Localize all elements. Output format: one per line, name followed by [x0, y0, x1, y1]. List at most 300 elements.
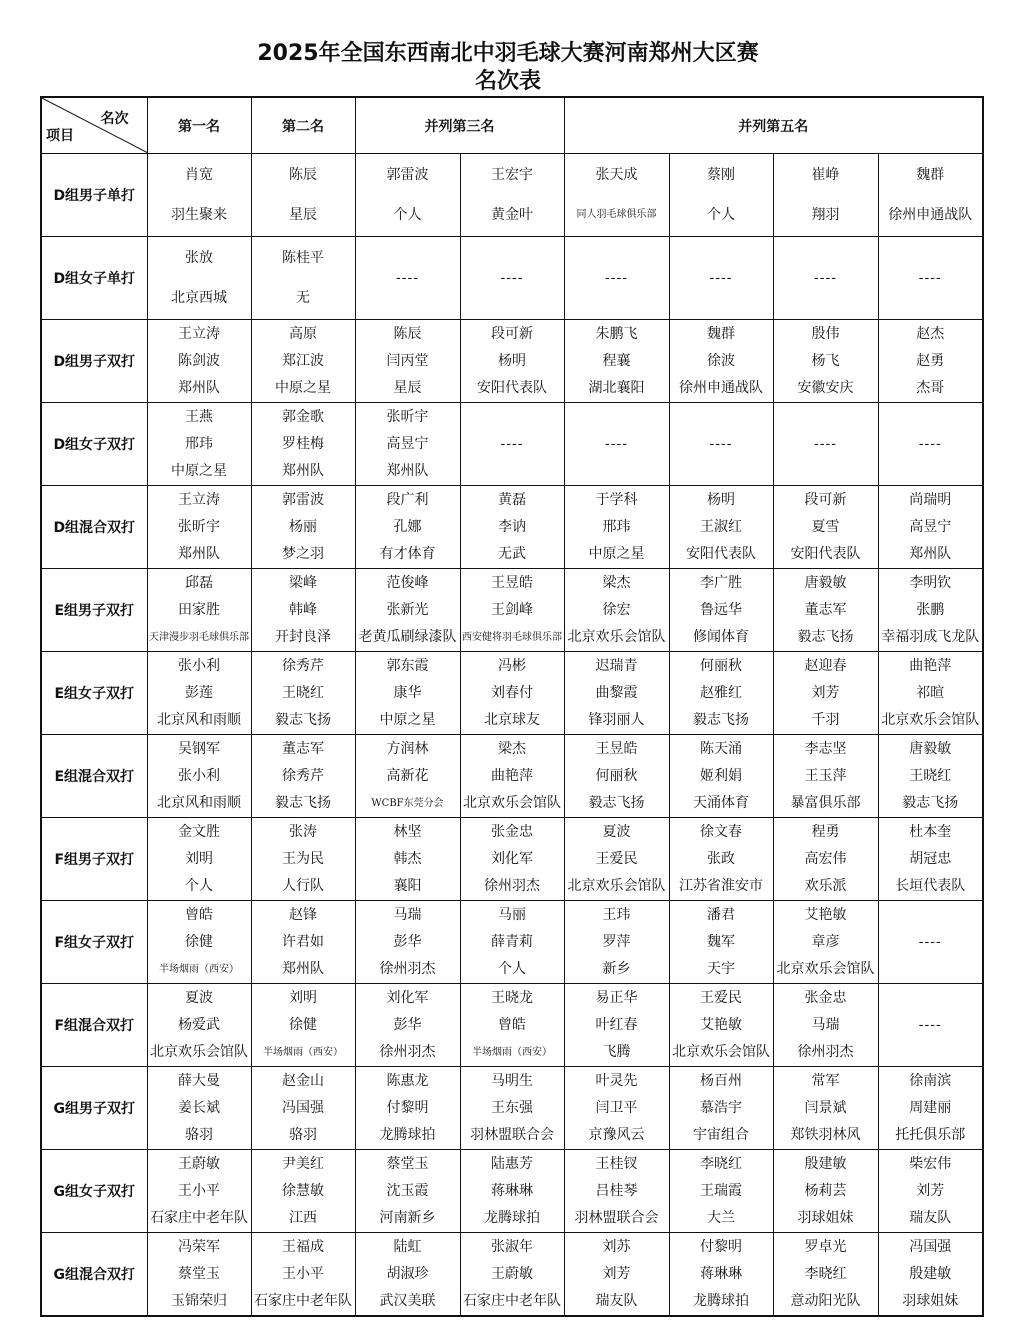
- team-name: 石家庄中老年队: [463, 1292, 561, 1309]
- team-name: 托托俱乐部: [895, 1126, 966, 1143]
- player-name: 冯彬: [498, 657, 526, 674]
- player-name: 唐毅敏: [909, 740, 952, 757]
- result-cell: [460, 984, 564, 1067]
- result-cell: [669, 1067, 773, 1150]
- result-cell: [460, 1067, 564, 1150]
- player-name: 陆虹: [393, 1238, 422, 1255]
- player-name: 冯国强: [282, 1099, 324, 1116]
- team-name: 徐州羽杰: [379, 960, 436, 977]
- team-name: 个人: [707, 207, 735, 223]
- team-name: 骆羽: [289, 1126, 317, 1143]
- player-name: 蔡堂玉: [386, 1155, 429, 1172]
- player-name: 段可新: [804, 491, 847, 508]
- player-name: 王东强: [491, 1099, 533, 1116]
- team-name: WCBF东莞分会: [371, 797, 444, 809]
- player-name: 王剑峰: [491, 601, 533, 618]
- event-name: D组女子单打: [41, 237, 147, 320]
- player-name: 徐慧敏: [282, 1182, 324, 1199]
- player-name: 殷建敏: [804, 1155, 847, 1172]
- player-name: 郑江波: [282, 352, 324, 369]
- player-name: 曾皓: [498, 1016, 526, 1033]
- team-name: 梦之羽: [282, 545, 324, 562]
- result-cell: [147, 901, 251, 984]
- player-name: 陈桂平: [282, 250, 324, 266]
- result-cell: [460, 154, 564, 237]
- event-name: G组女子双打: [41, 1150, 147, 1233]
- result-cell: [147, 569, 251, 652]
- result-cell: [564, 403, 669, 486]
- result-cell: [878, 1067, 983, 1150]
- player-name: 王宏宇: [491, 167, 533, 183]
- player-name: 付黎明: [700, 1238, 742, 1255]
- player-name: 陈辰: [289, 167, 317, 183]
- result-cell: [355, 320, 460, 403]
- ranking-table: [40, 96, 984, 1317]
- result-cell: [773, 569, 878, 652]
- table-row: [41, 320, 983, 403]
- result-cell: [773, 901, 878, 984]
- result-cell: [460, 320, 564, 403]
- team-name: 杰哥: [916, 379, 945, 396]
- result-cell: [564, 984, 669, 1067]
- team-name: 人行队: [282, 877, 324, 894]
- result-cell: [251, 154, 355, 237]
- player-name: 朱鹏飞: [595, 325, 638, 342]
- result-cell: [564, 1233, 669, 1317]
- player-name: 魏群: [707, 325, 735, 342]
- result-cell: [460, 901, 564, 984]
- player-name: 陆惠芳: [491, 1155, 533, 1172]
- player-name: 潘君: [707, 906, 735, 923]
- player-name: 刘化军: [386, 989, 429, 1006]
- result-cell: [355, 1233, 460, 1317]
- team-name: 北京欢乐会馆队: [881, 711, 980, 728]
- player-name: 徐南滨: [909, 1072, 952, 1089]
- page-subtitle: 名次表: [474, 69, 541, 94]
- team-name: 石家庄中老年队: [254, 1292, 352, 1309]
- team-name: 徐州申通战队: [888, 207, 973, 223]
- player-name: 殷建敏: [909, 1265, 952, 1282]
- player-name: 杜本奎: [909, 823, 952, 840]
- player-name: 段可新: [491, 325, 533, 342]
- event-name: D组男子单打: [41, 154, 147, 237]
- team-name: 郑州队: [178, 545, 220, 562]
- result-cell: [147, 1067, 251, 1150]
- player-name: 梁峰: [289, 574, 317, 591]
- team-name: 星辰: [393, 379, 422, 396]
- player-name: 赵勇: [916, 352, 945, 369]
- player-name: 易正华: [595, 989, 638, 1006]
- page-title: 2025年全国东西南北中羽毛球大赛河南郑州大区赛: [257, 41, 759, 66]
- team-name: 千羽: [811, 711, 840, 728]
- team-name: 个人: [393, 207, 422, 223]
- player-name: 王蔚敏: [491, 1265, 533, 1282]
- player-name: 赵杰: [916, 325, 945, 342]
- player-name: 张放: [185, 250, 213, 266]
- result-cell: [669, 237, 773, 320]
- player-name: 何丽秋: [595, 767, 638, 784]
- team-name: 中原之星: [171, 462, 227, 479]
- team-name: 同人羽毛球俱乐部: [576, 209, 657, 220]
- player-name: 蔡堂玉: [178, 1265, 220, 1282]
- player-name: 艾艳敏: [804, 906, 847, 923]
- player-name: 王淑红: [700, 518, 742, 535]
- player-name: 徐健: [185, 933, 213, 950]
- player-name: 陈剑波: [178, 352, 220, 369]
- event-name: E组男子双打: [41, 569, 147, 652]
- result-cell: [251, 652, 355, 735]
- result-cell: [669, 320, 773, 403]
- result-cell: [773, 1150, 878, 1233]
- team-name: 郑州队: [909, 545, 952, 562]
- player-name: 王立涛: [178, 325, 220, 342]
- team-name: 意动阳光队: [790, 1292, 861, 1309]
- empty-placeholder: ----: [814, 269, 837, 286]
- player-name: 祁暄: [916, 684, 945, 701]
- team-name: 郑铁羽林风: [790, 1126, 861, 1143]
- empty-placeholder: ----: [396, 269, 419, 286]
- result-cell: [564, 652, 669, 735]
- player-name: 徐宏: [602, 601, 631, 618]
- team-name: 徐州羽杰: [484, 877, 540, 894]
- result-cell: [564, 1150, 669, 1233]
- player-name: 尹美红: [282, 1155, 324, 1172]
- team-name: 武汉美联: [379, 1292, 436, 1309]
- empty-placeholder: ----: [709, 269, 733, 286]
- player-name: 高昱宁: [909, 518, 952, 535]
- result-cell: [251, 901, 355, 984]
- result-cell: [773, 818, 878, 901]
- player-name: 姬利娟: [700, 767, 742, 784]
- result-cell: [669, 818, 773, 901]
- player-name: 姜长斌: [178, 1099, 220, 1116]
- player-name: 杨明: [707, 491, 735, 508]
- player-name: 李广胜: [700, 574, 742, 591]
- player-name: 马明生: [491, 1072, 533, 1089]
- team-name: 玉锦荣归: [171, 1292, 227, 1309]
- player-name: 董志军: [804, 601, 847, 618]
- result-cell: [460, 403, 564, 486]
- team-name: 大兰: [707, 1209, 735, 1226]
- result-cell: [878, 569, 983, 652]
- player-name: 罗萍: [602, 933, 631, 950]
- player-name: 金文胜: [178, 823, 220, 840]
- result-cell: [355, 154, 460, 237]
- result-cell: [564, 320, 669, 403]
- team-name: 新乡: [602, 960, 631, 977]
- header-second: 第二名: [251, 97, 355, 154]
- result-cell: [147, 652, 251, 735]
- team-name: 毅志飞扬: [693, 711, 749, 728]
- team-name: 幸福羽成飞龙队: [881, 628, 980, 645]
- result-cell: [251, 486, 355, 569]
- player-name: 高新花: [386, 767, 429, 784]
- player-name: 杨爱武: [178, 1016, 220, 1033]
- player-name: 李志坚: [804, 740, 847, 757]
- result-cell: [773, 320, 878, 403]
- title-block: [0, 40, 1016, 96]
- team-name: 毅志飞扬: [588, 794, 645, 811]
- player-name: 刘春付: [491, 684, 533, 701]
- event-name: F组混合双打: [41, 984, 147, 1067]
- player-name: 邱磊: [185, 574, 213, 591]
- header-corner: [41, 97, 147, 154]
- player-name: 陈惠龙: [386, 1072, 429, 1089]
- result-cell: [251, 320, 355, 403]
- team-name: 个人: [498, 960, 526, 977]
- player-name: 梁杰: [498, 740, 526, 757]
- result-cell: [669, 486, 773, 569]
- player-name: 李讷: [498, 518, 526, 535]
- team-name: 徐州羽杰: [379, 1043, 436, 1060]
- header-event-label: 项目: [46, 128, 74, 144]
- player-name: 彭莲: [185, 684, 213, 701]
- result-cell: [251, 1150, 355, 1233]
- team-name: 飞腾: [602, 1043, 631, 1060]
- result-cell: [878, 735, 983, 818]
- table-row: [41, 984, 983, 1067]
- empty-placeholder: ----: [814, 435, 837, 452]
- player-name: 殷伟: [811, 325, 840, 342]
- player-name: 曲艳萍: [909, 657, 952, 674]
- player-name: 孔娜: [393, 518, 422, 535]
- player-name: 付黎明: [386, 1099, 429, 1116]
- player-name: 夏波: [602, 823, 631, 840]
- team-name: 半场烟雨（西安）: [159, 963, 239, 975]
- team-name: 北京欢乐会馆队: [672, 1043, 770, 1060]
- player-name: 刘明: [289, 989, 317, 1006]
- team-name: 西安健将羽毛球俱乐部: [462, 631, 562, 643]
- result-cell: [669, 569, 773, 652]
- header-rank-label: 名次: [100, 111, 129, 127]
- player-name: 徐秀芹: [282, 657, 324, 674]
- event-name: E组混合双打: [41, 735, 147, 818]
- result-cell: [773, 237, 878, 320]
- result-cell: [251, 237, 355, 320]
- result-cell: [669, 403, 773, 486]
- player-name: 于学科: [595, 491, 638, 508]
- result-cell: [147, 1150, 251, 1233]
- result-cell: [564, 569, 669, 652]
- player-name: 薛青莉: [491, 933, 533, 950]
- result-cell: [878, 901, 983, 984]
- result-cell: [355, 652, 460, 735]
- result-cell: [460, 1233, 564, 1317]
- header-third: 并列第三名: [355, 97, 564, 154]
- player-name: 夏雪: [811, 518, 840, 535]
- player-name: 杨丽: [289, 518, 317, 535]
- empty-placeholder: ----: [918, 435, 942, 452]
- player-name: 王晓红: [909, 767, 952, 784]
- player-name: 李明钦: [909, 574, 952, 591]
- player-name: 马瑞: [393, 906, 422, 923]
- player-name: 韩杰: [393, 850, 422, 867]
- team-name: 半场烟雨（西安）: [472, 1046, 552, 1058]
- player-name: 常军: [811, 1072, 840, 1089]
- player-name: 王晓红: [282, 684, 324, 701]
- team-name: 修闻体育: [693, 628, 749, 645]
- team-name: 河南新乡: [379, 1209, 436, 1226]
- empty-placeholder: ----: [918, 933, 942, 950]
- player-name: 王桂钗: [595, 1155, 638, 1172]
- team-name: 江苏省淮安市: [679, 877, 763, 894]
- player-name: 刘芳: [916, 1182, 945, 1199]
- table-row: [41, 818, 983, 901]
- table-row: [41, 486, 983, 569]
- result-cell: [773, 403, 878, 486]
- result-cell: [669, 984, 773, 1067]
- event-name: F组男子双打: [41, 818, 147, 901]
- result-cell: [878, 652, 983, 735]
- player-name: 梁杰: [602, 574, 631, 591]
- event-name: E组女子双打: [41, 652, 147, 735]
- result-cell: [460, 1150, 564, 1233]
- player-name: 赵锋: [289, 906, 317, 923]
- player-name: 柴宏伟: [909, 1155, 952, 1172]
- player-name: 张政: [707, 850, 735, 867]
- player-name: 闫卫平: [595, 1099, 638, 1116]
- team-name: 徐州羽杰: [797, 1043, 854, 1060]
- result-cell: [878, 818, 983, 901]
- team-name: 龙腾球拍: [379, 1126, 436, 1143]
- empty-placeholder: ----: [918, 1016, 942, 1033]
- team-name: 湖北襄阳: [588, 379, 645, 396]
- player-name: 杨明: [498, 352, 526, 369]
- player-name: 闫景斌: [804, 1099, 847, 1116]
- player-name: 赵金山: [282, 1072, 324, 1089]
- result-cell: [355, 403, 460, 486]
- team-name: 毅志飞扬: [275, 711, 331, 728]
- team-name: 安徽安庆: [797, 379, 854, 396]
- player-name: 何丽秋: [700, 657, 742, 674]
- header-fifth: 并列第五名: [564, 97, 983, 154]
- player-name: 唐毅敏: [804, 574, 847, 591]
- team-name: 中原之星: [379, 711, 436, 728]
- player-name: 康华: [393, 684, 422, 701]
- player-name: 赵迎春: [804, 657, 847, 674]
- player-name: 杨莉芸: [804, 1182, 847, 1199]
- empty-placeholder: ----: [709, 435, 733, 452]
- player-name: 刘明: [185, 850, 213, 867]
- player-name: 鲁远华: [700, 601, 742, 618]
- table-row: [41, 569, 983, 652]
- result-cell: [564, 735, 669, 818]
- player-name: 薛大曼: [178, 1072, 220, 1089]
- team-name: 锋羽丽人: [588, 711, 645, 728]
- result-cell: [669, 901, 773, 984]
- team-name: 中原之星: [275, 379, 331, 396]
- result-cell: [878, 154, 983, 237]
- team-name: 羽球姐妹: [797, 1209, 854, 1226]
- player-name: 冯荣军: [178, 1238, 220, 1255]
- result-cell: [251, 1233, 355, 1317]
- player-name: 周建丽: [909, 1099, 952, 1116]
- result-cell: [773, 1067, 878, 1150]
- team-name: 安阳代表队: [790, 545, 861, 562]
- result-cell: [147, 486, 251, 569]
- player-name: 肖宽: [185, 167, 213, 183]
- result-cell: [147, 320, 251, 403]
- result-cell: [460, 818, 564, 901]
- player-name: 刘化军: [491, 850, 533, 867]
- result-cell: [251, 403, 355, 486]
- player-name: 郭东霞: [386, 657, 429, 674]
- player-name: 曾皓: [185, 906, 213, 923]
- player-name: 高宏伟: [804, 850, 847, 867]
- team-name: 毅志飞扬: [275, 794, 331, 811]
- player-name: 张涛: [289, 823, 317, 840]
- result-cell: [669, 1233, 773, 1317]
- player-name: 高昱宁: [386, 435, 429, 452]
- player-name: 程襄: [602, 352, 631, 369]
- empty-placeholder: ----: [605, 435, 628, 452]
- player-name: 张天成: [595, 167, 638, 183]
- player-name: 董志军: [282, 740, 324, 757]
- player-name: 邢玮: [602, 518, 631, 535]
- player-name: 吕桂琴: [595, 1182, 638, 1199]
- team-name: 北京风和雨顺: [157, 711, 241, 728]
- table-row: [41, 154, 983, 237]
- team-name: 天涌体育: [693, 794, 749, 811]
- table-row: [41, 652, 983, 735]
- result-cell: [773, 154, 878, 237]
- team-name: 个人: [185, 877, 213, 894]
- result-cell: [147, 237, 251, 320]
- player-name: 张金忠: [804, 989, 847, 1006]
- player-name: 林坚: [393, 823, 422, 840]
- player-name: 郭雷波: [282, 491, 324, 508]
- result-cell: [251, 735, 355, 818]
- result-cell: [878, 984, 983, 1067]
- result-cell: [355, 901, 460, 984]
- player-name: 邢玮: [185, 435, 213, 452]
- team-name: 北京风和雨顺: [157, 794, 241, 811]
- player-name: 马丽: [498, 906, 526, 923]
- table-body: [41, 154, 983, 1317]
- team-name: 骆羽: [185, 1126, 213, 1143]
- result-cell: [355, 1067, 460, 1150]
- table-row: [41, 403, 983, 486]
- player-name: 张昕宇: [386, 408, 429, 425]
- empty-placeholder: ----: [500, 269, 524, 286]
- player-name: 张新光: [386, 601, 429, 618]
- team-name: 欢乐派: [804, 877, 847, 894]
- team-name: 北京欢乐会馆队: [567, 628, 666, 645]
- player-name: 郭金歌: [282, 408, 324, 425]
- player-name: 曲艳萍: [491, 767, 533, 784]
- table-row: [41, 901, 983, 984]
- team-name: 北京欢乐会馆队: [463, 794, 561, 811]
- result-cell: [147, 735, 251, 818]
- team-name: 瑞友队: [909, 1209, 952, 1226]
- result-cell: [251, 818, 355, 901]
- table-row: [41, 237, 983, 320]
- player-name: 沈玉霞: [386, 1182, 429, 1199]
- player-name: 赵雅红: [700, 684, 742, 701]
- result-cell: [355, 486, 460, 569]
- team-name: 羽生聚来: [171, 207, 227, 223]
- team-name: 半场烟雨（西安）: [263, 1046, 343, 1058]
- result-cell: [460, 237, 564, 320]
- team-name: 无武: [498, 545, 526, 562]
- player-name: 魏军: [707, 933, 735, 950]
- team-name: 郑州队: [386, 462, 429, 479]
- player-name: 张金忠: [491, 823, 533, 840]
- player-name: 刘芳: [811, 684, 840, 701]
- result-cell: [564, 818, 669, 901]
- result-cell: [147, 403, 251, 486]
- team-name: 毅志飞扬: [902, 794, 959, 811]
